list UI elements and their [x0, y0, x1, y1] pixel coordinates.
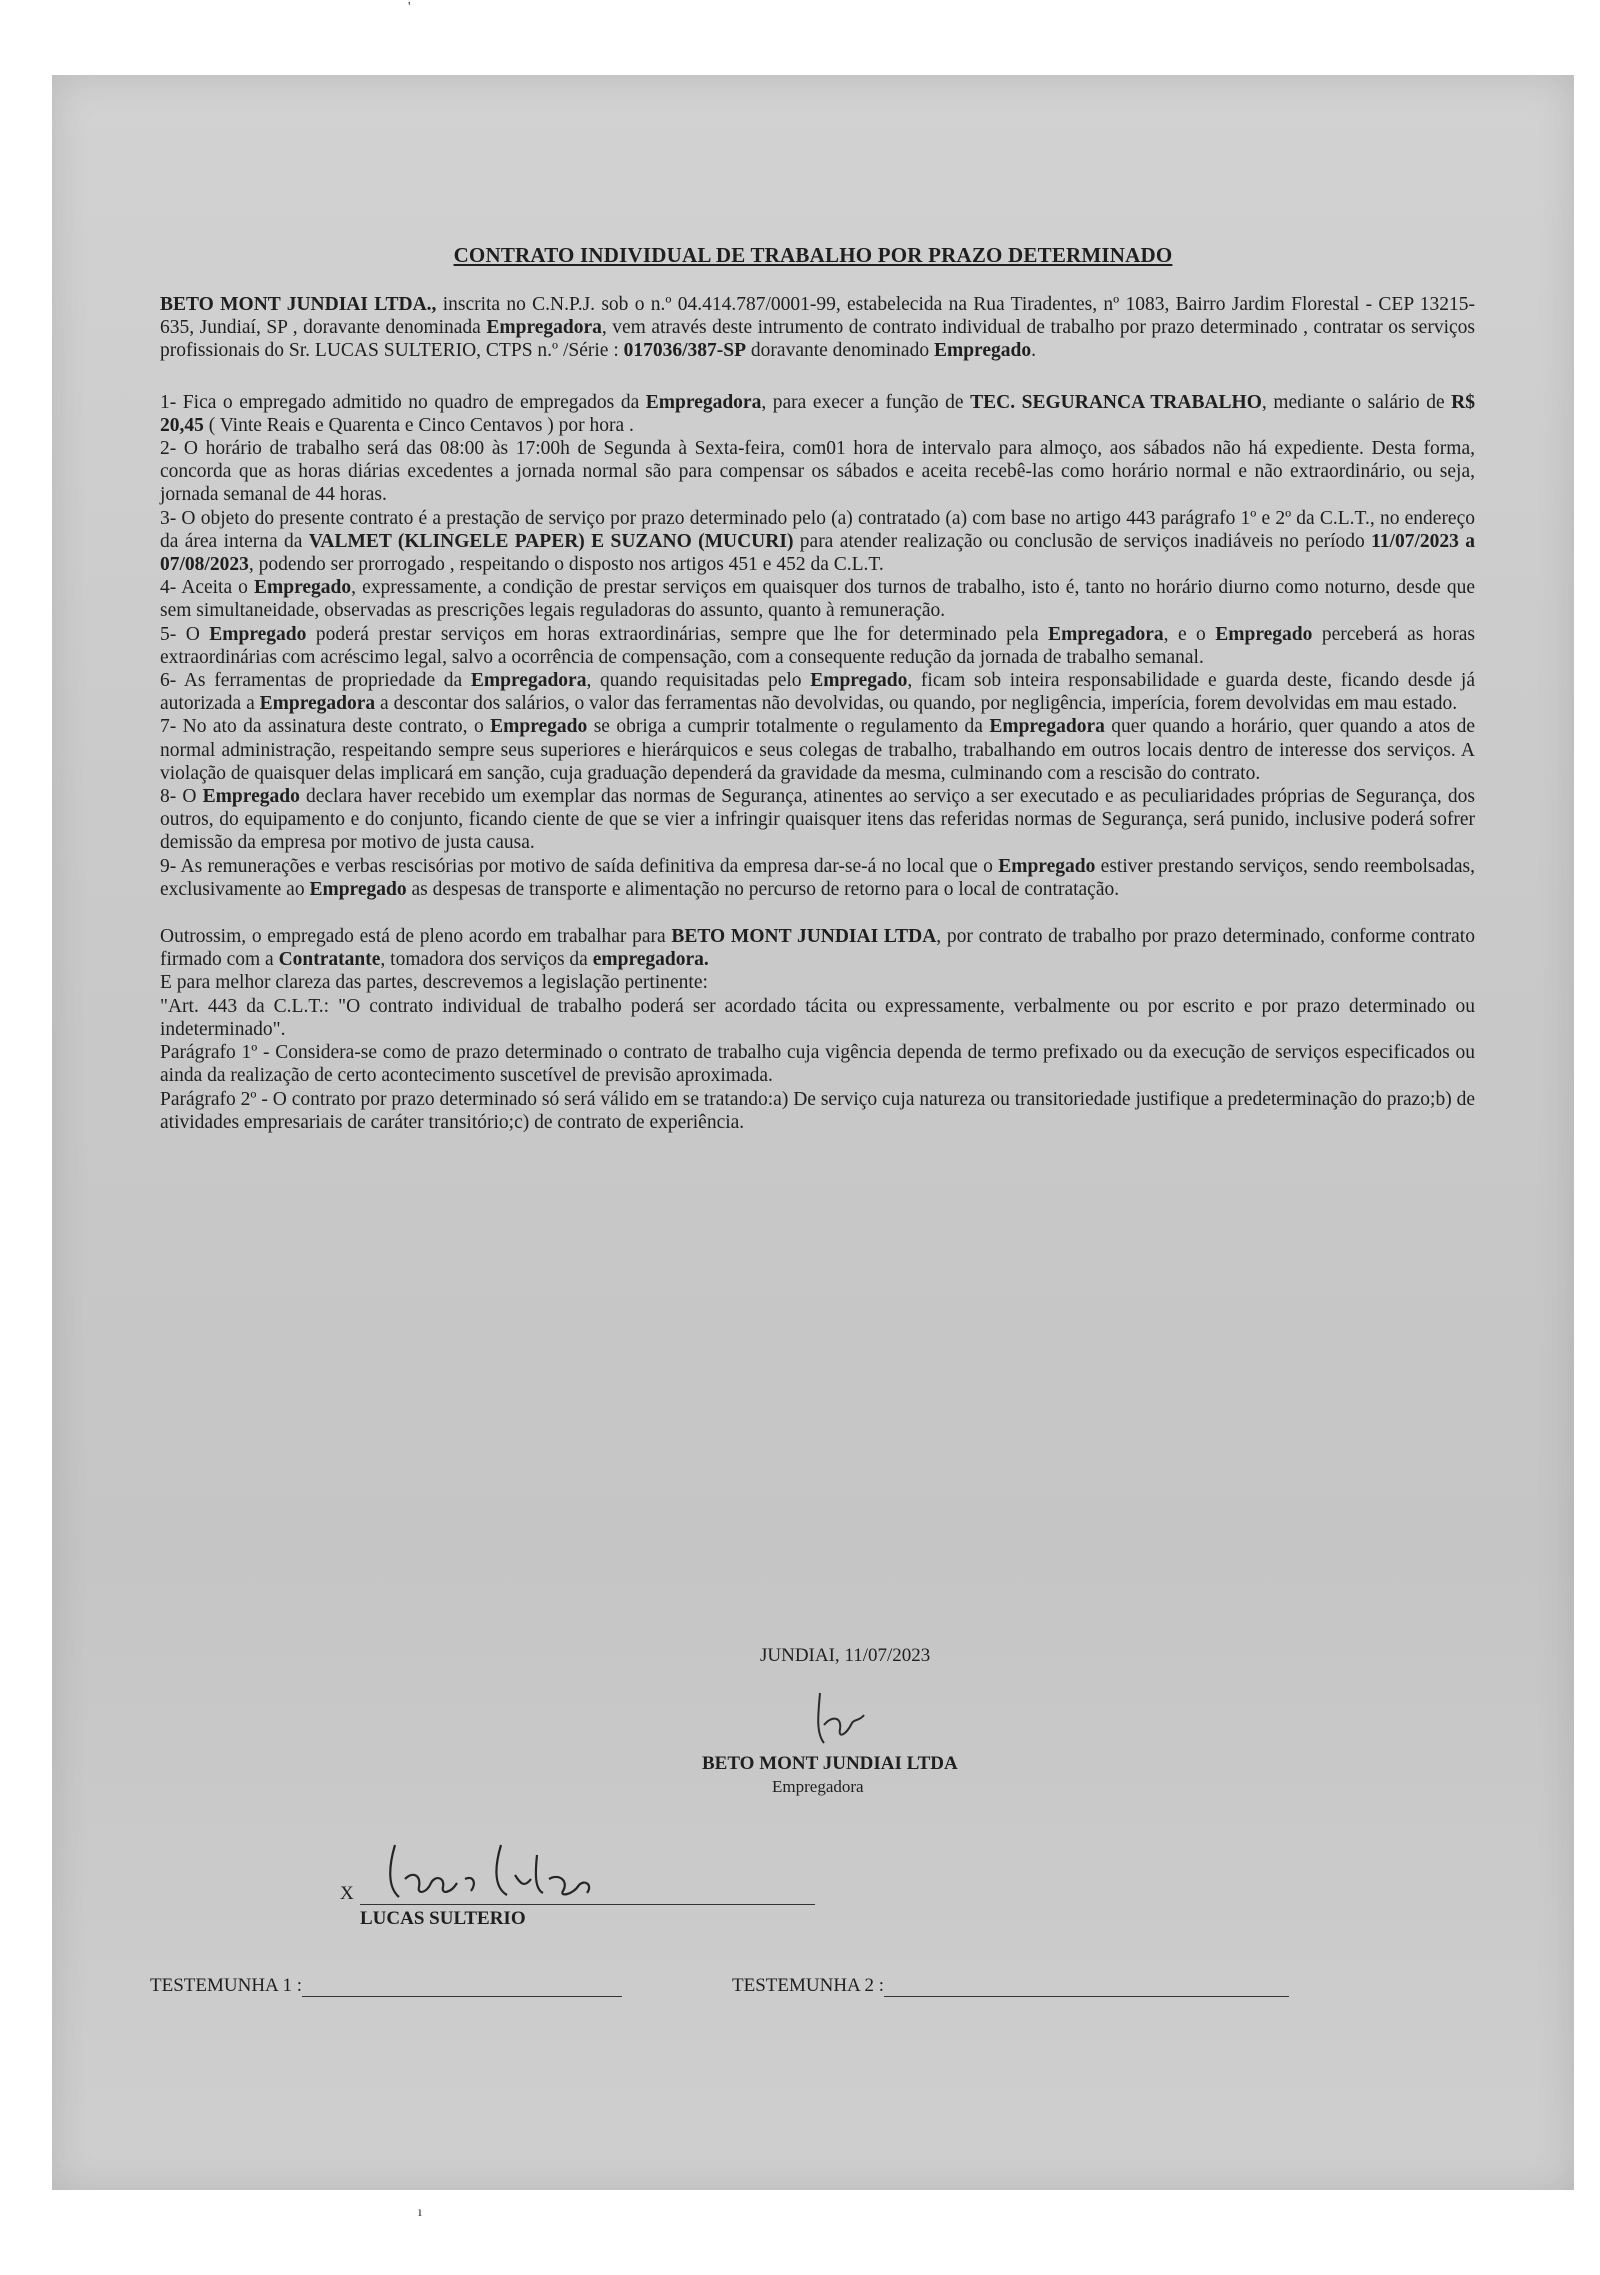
closing-contratante: Contratante	[278, 949, 381, 971]
closing-text-b: , por contrato de trabalho por prazo determinado, conforme contrato firmado com a	[160, 926, 1475, 971]
employer-name: BETO MONT JUNDIAI LTDA	[702, 1753, 958, 1774]
closing-empregadora: empregadora.	[592, 949, 709, 971]
clause-6-empregadora-2: Empregadora	[259, 693, 376, 715]
clause-1-text: 1- Fica o empregado admitido no quadro de empregados da	[160, 391, 646, 413]
witness-2	[732, 1975, 1289, 1997]
clause-3-text-b: para atender realização ou conclusão de serviços inadiáveis no período	[793, 530, 1372, 552]
clause-8-text: 8- O	[160, 786, 203, 808]
closing-paragraph	[160, 925, 1475, 971]
clause-5-empregado-2: Empregado	[1215, 623, 1313, 645]
work-site: VALMET (KLINGELE PAPER) E SUZANO (MUCURI)	[308, 530, 794, 552]
witness-1-label: TESTEMUNHA 1 :	[150, 1975, 302, 1996]
clause-6	[160, 669, 1475, 715]
clause-3-text: 3- O objeto do presente contrato é a prestação de serviço por prazo determinado pelo (a) contratado (a) com base no artigo 443 parágrafo 1º e 2º da C.L.T., no endereço da área interna da	[160, 507, 1475, 552]
witness-2-line	[884, 1978, 1289, 1997]
clause-5-text-d: perceberá as horas extraordinárias com acréscimo legal, salvo a ocorrência de compensação, com a consequente redução da jornada de trabalho semanal.	[160, 623, 1475, 668]
clause-2: 2- O horário de trabalho será das 08:00 às 17:00h de Segunda à Sexta-feira, com01 hora de intervalo para almoço, aos sábados não há expediente. Desta forma, concorda que as horas diárias excedentes a jornada normal são para compensar os sábados e aceita recebê-las como horário normal e não extraordinário, ou seja, jornada semanal de 44 horas.	[160, 438, 1475, 506]
intro-empregadora: Empregadora	[486, 317, 602, 339]
intro-empregado: Empregado	[933, 340, 1032, 362]
article-443: "Art. 443 da C.L.T.: "O contrato individual de trabalho poderá ser acordado tácita ou expressamente, verbalmente ou por escrito e por prazo determinado ou indeterminado".	[160, 995, 1475, 1040]
witness-1-line	[302, 1978, 622, 1997]
intro-paragraph	[160, 293, 1475, 363]
clause-5-text: 5- O	[160, 623, 210, 645]
job-role: TEC. SEGURANCA TRABALHO	[970, 391, 1262, 413]
clause-5-text-c: , e o	[1163, 623, 1216, 645]
clause-9-text: 9- As remunerações e verbas rescisórias por motivo de saída definitiva da empresa dar-se-á no local que o	[160, 855, 999, 877]
clause-8-text-b: declara haver recebido um exemplar das normas de Segurança, atinentes ao serviço a ser executado e as peculiaridades próprias de Segurança, dos outros, do equipamento e do conjunto, ficando ciente de que se vier a infringir quaisquer itens das referidas normas de Segurança, será punido, inclusive poderá sofrer demissão da empresa por motivo de justa causa.	[160, 786, 1476, 854]
legislation-intro: E para melhor clareza das partes, descrevemos a legislação pertinente:	[160, 972, 708, 994]
clause-4	[160, 576, 1475, 622]
clause-7-text-b: se obriga a cumprir totalmente o regulamento da	[587, 716, 990, 738]
clause-5-empregado: Empregado	[209, 623, 307, 645]
intro-text-4: .	[1031, 340, 1036, 362]
document-title: CONTRATO INDIVIDUAL DE TRABALHO POR PRAZO DETERMINADO	[453, 243, 1173, 267]
clause-1-empregadora: Empregadora	[645, 391, 762, 413]
clause-3	[160, 507, 1475, 577]
intro-text-2: , vem através deste intrumento de contrato individual de trabalho por prazo determinado , contratar os serviços profissionais do Sr. LUCAS SULTERIO, CTPS n.º /Série :	[160, 317, 1475, 362]
employer-signature	[802, 1685, 872, 1755]
worker-signature-line	[360, 1904, 815, 1905]
contract-body	[160, 293, 1475, 1134]
clause-9-empregado-2: Empregado	[309, 878, 407, 900]
intro-text-3: doravante denominado	[746, 340, 934, 362]
worker-name: LUCAS SULTERIO	[360, 1908, 526, 1929]
clause-7-text: 7- No ato da assinatura deste contrato, o	[160, 716, 491, 738]
clause-9-text-c: as despesas de transporte e alimentação no percurso de retorno para o local de contratação.	[406, 878, 1120, 900]
clause-6-empregadora: Empregadora	[470, 670, 587, 692]
paragraph-1: Parágrafo 1º - Considera-se como de prazo determinado o contrato de trabalho cuja vigência dependa de termo prefixado ou da execução de serviços especificados ou ainda da realização de certo acontecimento suscetível de previsão aproximada.	[160, 1042, 1475, 1087]
company-name: BETO MONT JUNDIAI LTDA.,	[160, 294, 437, 315]
salary: R$ 20,45	[160, 391, 1476, 436]
ctps-number: 017036/387-SP	[623, 340, 747, 362]
clause-9-empregado: Empregado	[998, 855, 1096, 877]
clause-9	[160, 855, 1475, 901]
clause-7-empregadora: Empregadora	[989, 716, 1105, 738]
clause-5-empregadora: Empregadora	[1048, 623, 1164, 645]
signature-x: X	[340, 1883, 354, 1904]
clause-6-text-b: , quando requisitadas pelo	[586, 670, 811, 692]
worker-signature-block	[340, 1835, 840, 1929]
worker-signature	[365, 1835, 605, 1905]
clause-6-text: 6- As ferramentas de propriedade da	[160, 670, 471, 692]
intro-text-1: inscrita no C.N.P.J. sob o n.º 04.414.787/0001-99, estabelecida na Rua Tiradentes, nº 1083, Bairro Jardim Florestal - CEP 13215-635, Jundiaí, SP , doravante denominada	[160, 294, 1475, 339]
clause-6-empregado: Empregado	[810, 670, 908, 692]
signing-date: JUNDIAI, 11/07/2023	[760, 1645, 931, 1666]
clause-8	[160, 785, 1475, 855]
clause-4-text: 4- Aceita o	[160, 577, 254, 599]
clause-6-text-d: a descontar dos salários, o valor das ferramentas não devolvidas, ou quando, por negligência, imperícia, forem devolvidas em mau estado.	[375, 693, 1458, 715]
clause-1-text-c: , mediante o salário de	[1261, 391, 1452, 413]
clause-9-text-b: estiver prestando serviços, sendo reembolsadas, exclusivamente ao	[160, 855, 1476, 900]
witness-1	[150, 1975, 622, 1997]
clause-4-text-b: , expressamente, a condição de prestar serviços em quaisquer dos turnos de trabalho, isto é, tanto no horário diurno como noturno, desde que sem simultaneidade, observadas as prescrições legais reguladoras do assunto, quanto à remuneração.	[160, 577, 1475, 622]
scan-speck-bottom: ı	[418, 2205, 422, 2220]
spacer	[160, 901, 1475, 925]
scan-speck-top: '	[408, 0, 411, 15]
clause-6-text-c: , ficam sob inteira responsabilidade e guarda deste, ficando desde já autorizada a	[160, 670, 1475, 715]
closing-text-c: , tomadora dos serviços da	[380, 949, 593, 971]
contract-sheet	[52, 75, 1574, 2190]
employer-role: Empregadora	[772, 1777, 864, 1796]
clause-1	[160, 391, 1475, 437]
clause-3-text-c: , podendo ser prorrogado , respeitando o disposto nos artigos 451 e 452 da C.L.T.	[248, 554, 884, 576]
clause-7	[160, 715, 1475, 785]
clause-5	[160, 623, 1475, 669]
closing-company: BETO MONT JUNDIAI LTDA	[671, 926, 937, 948]
clause-1-text-b: , para execer a função de	[761, 391, 971, 413]
clause-1-text-d: ( Vinte Reais e Quarenta e Cinco Centavos ) por hora .	[203, 414, 634, 436]
clause-7-text-c: quer quando a horário, quer quando a atos de normal administração, respeitando sempre seus superiores e hierárquicos e seus colegas de trabalho, trabalhando em outros locais dentro de interesse dos serviços. A violação de quaisquer delas implicará em sanção, cuja graduação dependerá da gravidade da mesma, culminando com a rescisão do contrato.	[160, 716, 1475, 784]
clause-4-empregado: Empregado	[254, 577, 352, 599]
paragraph-2: Parágrafo 2º - O contrato por prazo determinado só será válido em se tratando:a) De serviço cuja natureza ou transitoriedade justifique a predeterminação do prazo;b) de atividades empresariais de caráter transitório;c) de contrato de experiência.	[160, 1088, 1475, 1133]
clause-8-empregado: Empregado	[202, 786, 300, 808]
clause-5-text-b: poderá prestar serviços em horas extraordinárias, sempre que lhe for determinado pela	[306, 623, 1049, 645]
contract-period: 11/07/2023 a 07/08/2023	[160, 530, 1475, 576]
clause-7-empregado: Empregado	[490, 716, 588, 738]
witness-2-label: TESTEMUNHA 2 :	[732, 1975, 884, 1996]
closing-text: Outrossim, o empregado está de pleno acordo em trabalhar para	[160, 926, 672, 948]
spacer	[160, 363, 1475, 391]
